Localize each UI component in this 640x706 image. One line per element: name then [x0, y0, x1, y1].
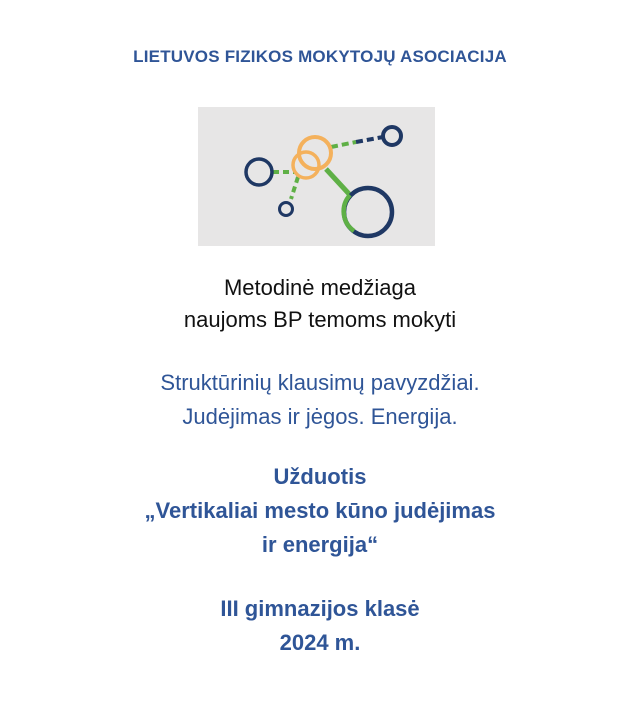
- grade-info: [0, 592, 640, 660]
- subject-line-1: Struktūrinių klausimų pavyzdžiai.: [160, 370, 480, 395]
- method-line-2: naujoms BP temoms mokyti: [183, 307, 457, 332]
- task-title-line-2: ir energija“: [261, 532, 379, 557]
- subject-line-2: Judėjimas ir jėgos. Energija.: [182, 404, 458, 429]
- grade-class: III gimnazijos klasė: [220, 596, 420, 621]
- method-line-1: Metodinė medžiaga: [223, 275, 416, 300]
- organization-name: LIETUVOS FIZIKOS MOKYTOJŲ ASOCIACIJA: [133, 47, 507, 66]
- method-title: [0, 272, 640, 336]
- subject-title: [0, 366, 640, 434]
- task-label: Užduotis: [273, 464, 367, 489]
- molecule-network-icon: [198, 107, 435, 246]
- task-title-line-1: „Vertikaliai mesto kūno judėjimas: [144, 498, 496, 523]
- grade-year: 2024 m.: [279, 630, 361, 655]
- task-title: [0, 460, 640, 562]
- logo: [198, 107, 435, 246]
